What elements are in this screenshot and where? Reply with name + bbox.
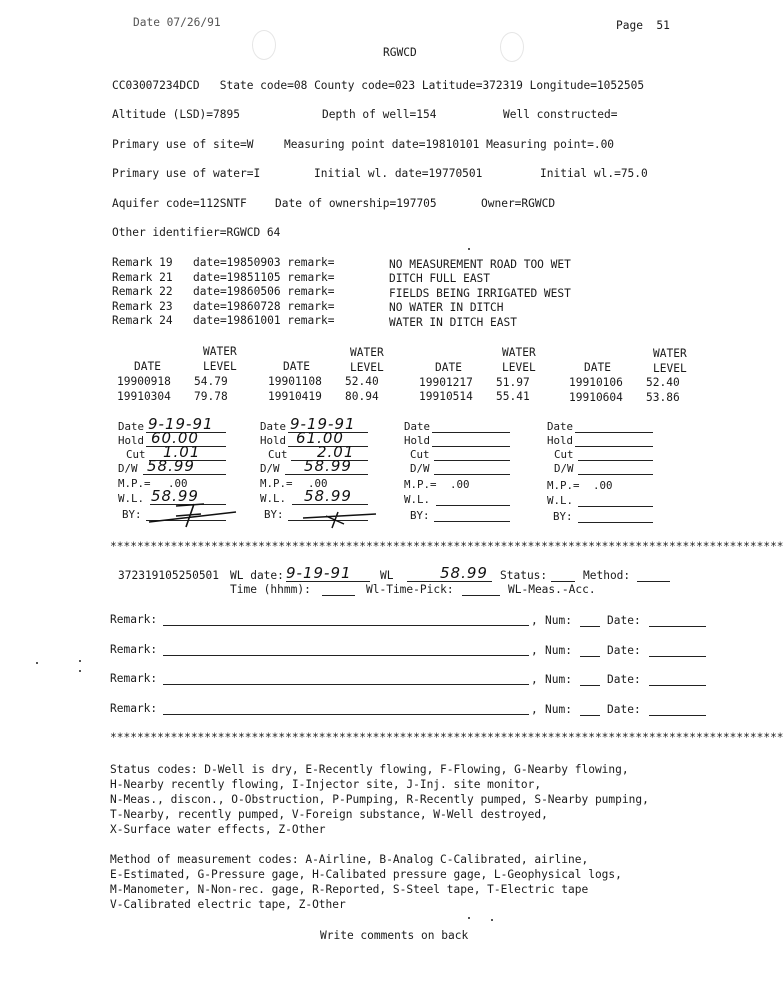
asterisk-divider: **************************************************************************************************** (110, 731, 784, 744)
level-header: LEVEL (502, 361, 536, 374)
remark-comma: , (531, 673, 538, 686)
ownership-date: Date of ownership=197705 (275, 197, 437, 210)
entry-by-label: BY: (553, 510, 573, 523)
date-label: Date: (607, 614, 641, 627)
method-codes-line: V-Calibrated electric tape, Z-Other (110, 898, 346, 911)
entry-by-field[interactable] (434, 521, 510, 522)
remark-text: FIELDS BEING IRRIGATED WEST (389, 287, 571, 300)
num-label: Num: (545, 644, 572, 657)
entry-dw-label: D/W (260, 462, 280, 475)
scan-speck (491, 919, 493, 921)
remark-date: date=19861001 remark= (193, 314, 335, 327)
date-input[interactable] (649, 626, 706, 627)
date-label: Date: (607, 673, 641, 686)
remark-input[interactable] (163, 655, 529, 656)
entry-date-field[interactable] (432, 432, 510, 433)
print-date: Date 07/26/91 (133, 16, 221, 29)
status-codes-line: T-Nearby, recently pumped, V-Foreign substance, W-Well destroyed, (110, 808, 548, 821)
scan-speck (468, 248, 470, 250)
scan-speck (79, 670, 81, 672)
level-value: 55.41 (496, 390, 530, 403)
level-date: 19910514 (419, 390, 473, 403)
entry-wl-label: W.L. (547, 494, 574, 507)
entry-hold-label: Hold (404, 434, 431, 447)
entry-date-field[interactable] (575, 432, 653, 433)
remark-comma: , (531, 614, 538, 627)
entry-wl-value: 58.99 (151, 487, 199, 505)
wl-value: 58.99 (440, 564, 488, 582)
entry-wl-value: 58.99 (304, 487, 352, 505)
entry-date-label: Date (118, 420, 145, 433)
date-header: DATE (283, 360, 310, 373)
num-label: Num: (545, 703, 572, 716)
entry-mp-value: .00 (593, 479, 613, 492)
entry-dw-field[interactable] (434, 474, 510, 475)
status-label: Status: (500, 569, 548, 582)
entry-wl-label: W.L. (404, 493, 431, 506)
num-input[interactable] (580, 656, 600, 657)
water-header: WATER (502, 346, 536, 359)
depth-of-well: Depth of well=154 (322, 108, 437, 121)
date-header: DATE (435, 361, 462, 374)
water-header: WATER (203, 345, 237, 358)
level-value: 52.40 (646, 376, 680, 389)
wl-label: WL (380, 569, 394, 582)
agency-title: RGWCD (383, 46, 417, 59)
level-value: 51.97 (496, 376, 530, 389)
remark-num: Remark 21 (112, 271, 173, 284)
method-codes-line: Method of measurement codes: A-Airline, B-Analog C-Calibrated, airline, (110, 853, 589, 866)
site-id: 372319105250501 (118, 569, 220, 582)
remark-num: Remark 19 (112, 256, 173, 269)
remark-comma: , (531, 644, 538, 657)
status-codes-line: N-Meas., discon., O-Obstruction, P-Pumping, R-Recently pumped, S-Nearby pumping, (110, 793, 649, 806)
date-header: DATE (134, 360, 161, 373)
method-field[interactable] (637, 581, 670, 582)
status-field[interactable] (551, 581, 575, 582)
wl-time-pick-label: Wl-Time-Pick: (366, 583, 454, 596)
initials-signature (300, 504, 380, 530)
remark-label: Remark: (110, 702, 158, 715)
level-value: 54.79 (194, 375, 228, 388)
entry-dw-label: D/W (554, 462, 574, 475)
entry-mp-label: M.P.= (260, 477, 293, 490)
remark-text: NO WATER IN DITCH (389, 301, 504, 314)
scan-speck (79, 660, 81, 662)
entry-cut-value: 2.01 (317, 443, 355, 461)
num-label: Num: (545, 673, 572, 686)
page-number: Page 51 (616, 19, 670, 32)
entry-by-label: BY: (264, 508, 284, 521)
entry-cut-label: Cut (268, 448, 288, 461)
remark-input[interactable] (163, 684, 529, 685)
num-label: Num: (545, 614, 572, 627)
remark-num: Remark 23 (112, 300, 173, 313)
method-label: Method: (583, 569, 631, 582)
entry-hold-label: Hold (547, 434, 574, 447)
entry-mp-label: M.P.= (118, 477, 151, 490)
entry-date-label: Date (547, 420, 574, 433)
status-codes-line: Status codes: D-Well is dry, E-Recently flowing, F-Flowing, G-Nearby flowing, (110, 763, 629, 776)
entry-mp-value: .00 (308, 477, 328, 490)
altitude: Altitude (LSD)=7895 (112, 108, 240, 121)
entry-by-field[interactable] (578, 522, 653, 523)
remark-date: date=19850903 remark= (193, 256, 335, 269)
entry-date-label: Date (404, 420, 431, 433)
remark-label: Remark: (110, 672, 158, 685)
scan-speck (36, 662, 38, 664)
remark-comma: , (531, 703, 538, 716)
level-header: LEVEL (653, 362, 687, 375)
level-date: 19910604 (569, 391, 623, 404)
primary-use-site: Primary use of site=W (112, 138, 254, 151)
remark-date: date=19860728 remark= (193, 300, 335, 313)
water-header: WATER (653, 347, 687, 360)
entry-date-label: Date (260, 420, 287, 433)
remark-input[interactable] (163, 714, 529, 715)
remark-num: Remark 24 (112, 314, 173, 327)
wl-time-pick-field[interactable] (462, 595, 500, 596)
remark-text: WATER IN DITCH EAST (389, 316, 517, 329)
level-header: LEVEL (350, 361, 384, 374)
entry-hold-label: Hold (118, 434, 145, 447)
remark-date: date=19851105 remark= (193, 271, 335, 284)
entry-hold-value: 60.00 (151, 429, 199, 447)
time-label: Time (hhmm): (230, 583, 311, 596)
entry-wl-label: W.L. (118, 492, 145, 505)
num-input[interactable] (580, 715, 600, 716)
status-codes-line: X-Surface water effects, Z-Other (110, 823, 326, 836)
scan-speck (468, 917, 470, 919)
wl-date-label: WL date: (230, 569, 284, 582)
entry-hold-value: 61.00 (296, 429, 344, 447)
level-date: 19910304 (117, 390, 171, 403)
wl-meas-acc-label: WL-Meas.-Acc. (508, 583, 596, 596)
entry-cut-field[interactable] (578, 460, 653, 461)
entry-mp-label: M.P.= (547, 479, 580, 492)
entry-dw-field[interactable] (578, 474, 653, 475)
entry-wl-label: W.L. (260, 492, 287, 505)
entry-cut-label: Cut (126, 448, 146, 461)
remark-input[interactable] (163, 625, 529, 626)
entry-date-value: 9-19-91 (290, 415, 356, 433)
asterisk-divider: **************************************************************************************************** (110, 540, 784, 553)
entry-cut-value: 1.01 (163, 443, 201, 461)
primary-use-water: Primary use of water=I (112, 167, 261, 180)
entry-dw-label: D/W (410, 462, 430, 475)
level-date: 19900918 (117, 375, 171, 388)
level-date: 19910419 (268, 390, 322, 403)
entry-hold-field[interactable] (432, 446, 510, 447)
punch-hole-right (500, 32, 524, 62)
date-header: DATE (584, 361, 611, 374)
entry-hold-field[interactable] (575, 446, 653, 447)
status-codes-line: H-Nearby recently flowing, I-Injector site, J-Inj. site monitor, (110, 778, 542, 791)
date-input[interactable] (649, 656, 706, 657)
level-value: 79.78 (194, 390, 228, 403)
entry-by-label: BY: (122, 508, 142, 521)
wl-date-value: 9-19-91 (286, 564, 352, 582)
well-constructed: Well constructed= (503, 108, 618, 121)
entry-dw-value: 58.99 (147, 457, 195, 475)
entry-date-value: 9-19-91 (148, 415, 214, 433)
measuring-point: Measuring point date=19810101 Measuring point=.00 (284, 138, 615, 151)
num-input[interactable] (580, 626, 600, 627)
entry-cut-field[interactable] (434, 460, 510, 461)
level-value: 52.40 (345, 375, 379, 388)
entry-mp-value: .00 (168, 477, 188, 490)
aquifer-code: Aquifer code=112SNTF (112, 197, 247, 210)
level-date: 19910106 (569, 376, 623, 389)
entry-cut-label: Cut (554, 448, 574, 461)
remark-label: Remark: (110, 643, 158, 656)
entry-cut-label: Cut (410, 448, 430, 461)
entry-mp-label: M.P.= (404, 478, 437, 491)
owner: Owner=RGWCD (481, 197, 556, 210)
date-label: Date: (607, 703, 641, 716)
footer-note: Write comments on back (320, 929, 469, 942)
method-codes-line: M-Manometer, N-Non-rec. gage, R-Reported, S-Steel tape, T-Electric tape (110, 883, 589, 896)
entry-hold-label: Hold (260, 434, 287, 447)
other-identifier: Other identifier=RGWCD 64 (112, 226, 281, 239)
remark-text: DITCH FULL EAST (389, 272, 491, 285)
level-date: 19901108 (268, 375, 322, 388)
time-field[interactable] (322, 595, 355, 596)
initials-signature (146, 500, 241, 530)
entry-wl-field[interactable] (578, 506, 653, 507)
entry-by-label: BY: (410, 509, 430, 522)
date-input[interactable] (649, 685, 706, 686)
remark-label: Remark: (110, 613, 158, 626)
level-header: LEVEL (203, 360, 237, 373)
level-value: 80.94 (345, 390, 379, 403)
remark-num: Remark 22 (112, 285, 173, 298)
initial-wl-date: Initial wl. date=19770501 (314, 167, 483, 180)
remark-date: date=19860506 remark= (193, 285, 335, 298)
num-input[interactable] (580, 685, 600, 686)
date-label: Date: (607, 644, 641, 657)
initial-wl: Initial wl.=75.0 (540, 167, 648, 180)
entry-mp-value: .00 (450, 478, 470, 491)
water-header: WATER (350, 346, 384, 359)
level-date: 19901217 (419, 376, 473, 389)
remark-text: NO MEASUREMENT ROAD TOO WET (389, 258, 571, 271)
level-value: 53.86 (646, 391, 680, 404)
entry-wl-field[interactable] (436, 505, 510, 506)
entry-dw-value: 58.99 (304, 457, 352, 475)
method-codes-line: E-Estimated, G-Pressure gage, H-Calibated pressure gage, L-Geophysical logs, (110, 868, 622, 881)
punch-hole-left (252, 30, 276, 60)
entry-dw-label: D/W (118, 462, 138, 475)
site-line: CC03007234DCD State code=08 County code=023 Latitude=372319 Longitude=1052505 (112, 79, 645, 92)
date-input[interactable] (649, 715, 706, 716)
